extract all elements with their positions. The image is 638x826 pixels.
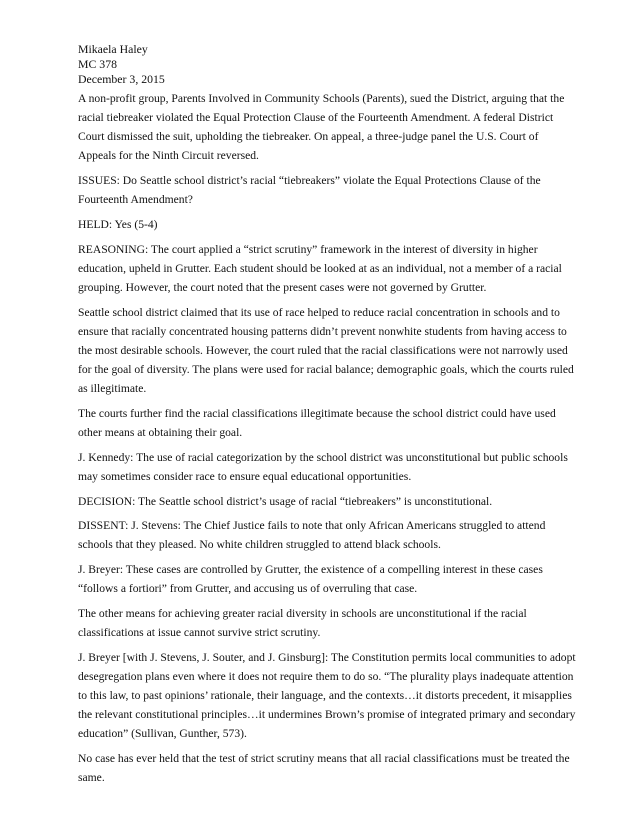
paragraph-decision: DECISION: The Seattle school district’s usage of racial “tiebreakers” is unconstitutional.: [78, 495, 493, 508]
paragraph-kennedy: J. Kennedy: The use of racial categorization by the school district was unconstitutional but public schools may sometimes consider race to ensure equal educational opportunities.: [78, 451, 568, 483]
document-body: [78, 89, 578, 787]
document-date: December 3, 2015: [78, 72, 165, 86]
document-header: [78, 42, 578, 87]
paragraph-issues: ISSUES: Do Seattle school district’s racial “tiebreakers” violate the Equal Protections Clause of the Fourteenth Amendment?: [78, 174, 541, 206]
paragraph-seattle-claim: Seattle school district claimed that its use of race helped to reduce racial concentration in schools and to ensure that racially concentrated housing patterns didn’t prevent nonwhite students from having access to the most desirable schools. However, the court ruled that the racial classifications were not narrowly used for the goal of diversity. The plans were used for racial balance; demographic goals, which the courts ruled as illegitimate.: [78, 306, 574, 395]
paragraph-breyer: J. Breyer: These cases are controlled by Grutter, the existence of a compelling interest in these cases “follows a fortiori” from Grutter, and accusing us of overruling that case.: [78, 563, 543, 595]
author-name: Mikaela Haley: [78, 42, 148, 56]
paragraph-dissent-stevens: DISSENT: J. Stevens: The Chief Justice fails to note that only African Americans struggled to attend schools that they pleased. No white children struggled to attend black schools.: [78, 519, 546, 551]
paragraph-breyer-joint: J. Breyer [with J. Stevens, J. Souter, and J. Ginsburg]: The Constitution permits local communities to adopt desegregation plans even where it does not require them to do so. “The plurality plays inadequate attention to this law, to past opinions’ rationale, their language, and the contexts…it distorts precedent, it misapplies the relevant constitutional principles…it undermines Brown’s promise of integrated primary and secondary education” (Sullivan, Gunther, 573).: [78, 651, 576, 740]
course-code: MC 378: [78, 57, 118, 71]
paragraph-no-case: No case has ever held that the test of strict scrutiny means that all racial classifications must be treated the same.: [78, 752, 570, 784]
paragraph-held: HELD: Yes (5-4): [78, 218, 158, 231]
paragraph-background: A non-profit group, Parents Involved in Community Schools (Parents), sued the District, arguing that the racial tiebreaker violated the Equal Protection Clause of the Fourteenth Amendment. A federal District Court dismissed the suit, upholding the tiebreaker. On appeal, a three-judge panel the U.S. Court of Appeals for the Ninth Circuit reversed.: [78, 92, 565, 162]
paragraph-reasoning: REASONING: The court applied a “strict scrutiny” framework in the interest of diversity in higher education, upheld in Grutter. Each student should be looked at as an individual, not a member of a racial grouping. However, the court noted that the present cases were not governed by Grutter.: [78, 243, 562, 294]
paragraph-other-means: The other means for achieving greater racial diversity in schools are unconstitutional if the racial classifications at issue cannot survive strict scrutiny.: [78, 607, 527, 639]
paragraph-courts-further: The courts further find the racial classifications illegitimate because the school district could have used other means at obtaining their goal.: [78, 407, 556, 439]
